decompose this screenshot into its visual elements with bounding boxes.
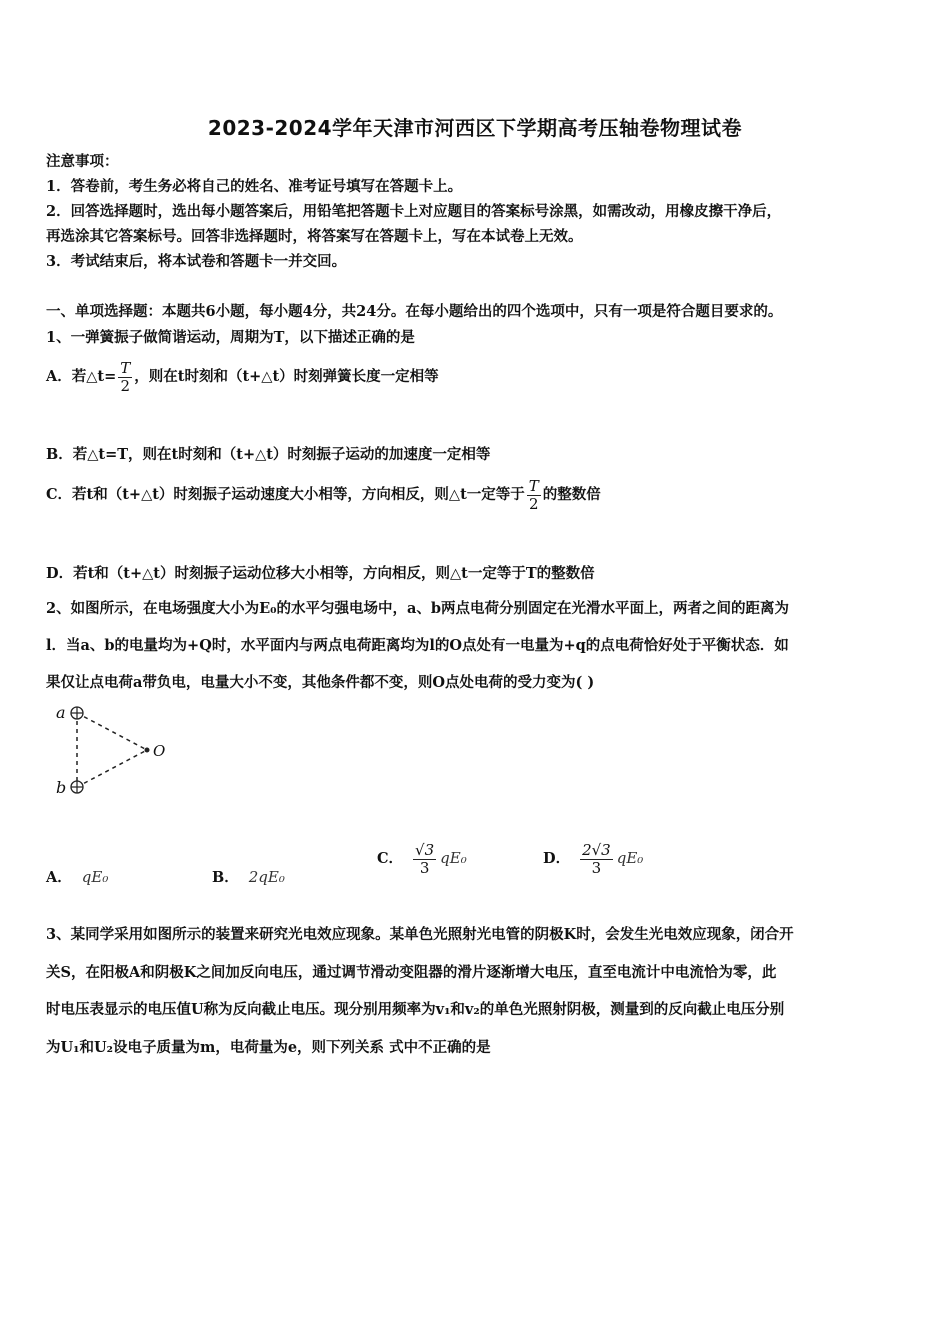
label-o: O bbox=[153, 742, 166, 760]
q2-b-value: 2qE₀ bbox=[248, 868, 285, 886]
charge-b-icon bbox=[71, 781, 83, 793]
q2-option-c bbox=[377, 842, 467, 876]
q2-d-label: D． bbox=[543, 850, 571, 867]
q1-a-suffix: ，则在t时刻和（t+△t）时刻弹簧长度一定相等 bbox=[134, 368, 439, 385]
q1-a-prefix: A．若△t= bbox=[46, 368, 117, 385]
frac-numerator: 2√3 bbox=[582, 841, 611, 859]
q2-c-label: C． bbox=[377, 850, 404, 867]
q2-c-fraction bbox=[413, 842, 436, 876]
point-o-icon bbox=[145, 748, 150, 753]
q2-option-b bbox=[212, 866, 285, 887]
fraction-t-over-2 bbox=[527, 478, 541, 512]
frac-numerator: T bbox=[120, 359, 131, 377]
q1-option-c bbox=[46, 478, 601, 512]
q1-stem: 1、一弹簧振子做简谐运动，周期为T，以下描述正确的是 bbox=[46, 329, 415, 346]
q3-line-1: 3、某同学采用如图所示的装置来研究光电效应现象。某单色光照射光电管的阴极K时，会发生光电效应现象，闭合开 bbox=[46, 926, 794, 943]
q1-c-suffix: 的整数倍 bbox=[542, 486, 601, 503]
q2-b-label: B． bbox=[212, 869, 239, 886]
frac-denominator: 3 bbox=[413, 859, 436, 877]
frac-denominator: 3 bbox=[580, 859, 613, 877]
fraction-t-over-2 bbox=[118, 360, 132, 394]
q1-option-b: B．若△t=T，则在t时刻和（t+△t）时刻振子运动的加速度一定相等 bbox=[46, 446, 491, 463]
frac-numerator: √3 bbox=[415, 841, 435, 859]
notice-heading: 注意事项： bbox=[46, 153, 119, 170]
q2-a-value: qE₀ bbox=[81, 868, 109, 886]
frac-denominator: 2 bbox=[118, 377, 132, 395]
label-a: a bbox=[56, 703, 66, 722]
q2-line-3: 果仅让点电荷a带负电，电量大小不变，其他条件都不变，则O点处电荷的受力变为( ) bbox=[46, 674, 595, 691]
q3-line-4: 为U₁和U₂设电子质量为m，电荷量为e，则下列关系 式中不正确的是 bbox=[46, 1039, 491, 1056]
notice-item-1: 1．答卷前，考生务必将自己的姓名、准考证号填写在答题卡上。 bbox=[46, 178, 463, 195]
q1-option-d: D．若t和（t+△t）时刻振子运动位移大小相等，方向相反，则△t一定等于T的整数倍 bbox=[46, 565, 595, 582]
q2-line-2: l．当a、b的电量均为+Q时，水平面内与两点电荷距离均为l的O点处有一电量为+q的点电荷恰好处于平衡状态．如 bbox=[46, 637, 789, 654]
q2-c-value: qE₀ bbox=[440, 849, 467, 867]
q3-line-3: 时电压表显示的电压值U称为反向截止电压。现分别用频率为v₁和v₂的单色光照射阴极，测量到的反向截止电压分别 bbox=[46, 1001, 785, 1018]
notice-item-2: 2．回答选择题时，选出每小题答案后，用铅笔把答题卡上对应题目的答案标号涂黑，如需改动，用橡皮擦干净后， bbox=[46, 203, 782, 220]
q2-line-1: 2、如图所示，在电场强度大小为E₀的水平匀强电场中，a、b两点电荷分别固定在光滑水平面上，两者之间的距离为 bbox=[46, 600, 790, 617]
charge-a-icon bbox=[71, 707, 83, 719]
q2-d-fraction bbox=[580, 842, 613, 876]
frac-numerator: T bbox=[528, 477, 539, 495]
notice-item-3: 3．考试结束后，将本试卷和答题卡一并交回。 bbox=[46, 253, 347, 270]
section-heading: 一、单项选择题：本题共6小题，每小题4分，共24分。在每小题给出的四个选项中，只有一项是符合题目要求的。 bbox=[46, 303, 783, 320]
q2-d-value: qE₀ bbox=[616, 849, 644, 867]
page-title: 2023-2024学年天津市河西区下学期高考压轴卷物理试卷 bbox=[207, 116, 743, 140]
q2-a-label: A． bbox=[46, 869, 72, 886]
frac-denominator: 2 bbox=[527, 495, 541, 513]
q1-c-prefix: C．若t和（t+△t）时刻振子运动速度大小相等，方向相反，则△t一定等于 bbox=[46, 486, 525, 503]
q2-option-d bbox=[543, 842, 643, 876]
label-b: b bbox=[56, 778, 67, 797]
q2-option-a bbox=[46, 866, 108, 887]
q3-line-2: 关S，在阳极A和阴极K之间加反向电压，通过调节滑动变阻器的滑片逐渐增大电压，直至电流计中电流恰为零，此 bbox=[46, 964, 777, 981]
charge-triangle-figure bbox=[50, 700, 180, 805]
q1-option-a bbox=[46, 360, 439, 394]
notice-item-2-cont: 再选涂其它答案标号。回答非选择题时，将答案写在答题卡上，写在本试卷上无效。 bbox=[46, 228, 583, 245]
